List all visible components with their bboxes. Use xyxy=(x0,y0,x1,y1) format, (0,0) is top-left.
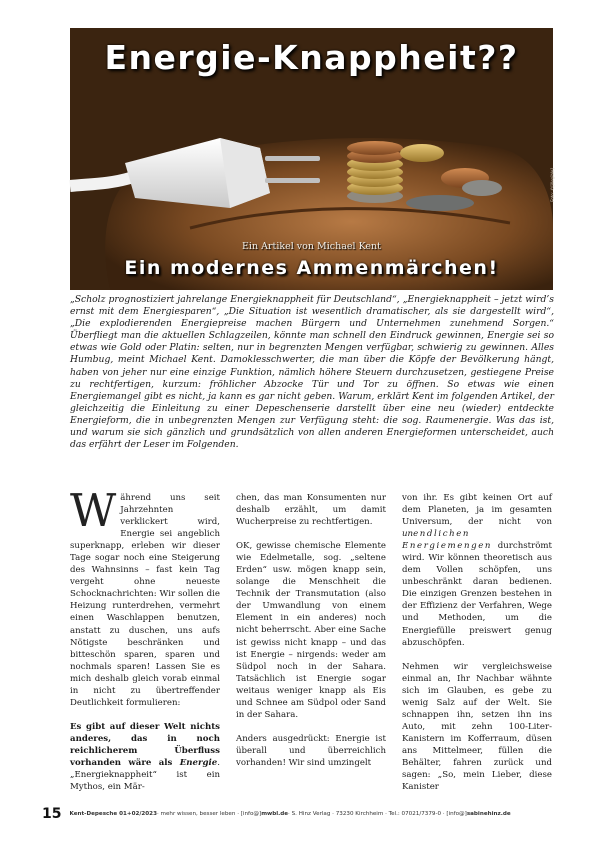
body-column-1 xyxy=(70,484,220,810)
body-paragraph xyxy=(70,484,220,709)
emphasis-text: un xyxy=(402,529,414,540)
article-title: Energie-Knappheit?? xyxy=(104,38,519,77)
body-paragraph: Nehmen wir vergleichsweise einmal an, Ihr Nachbar wähnte sich im Glauben, es gebe zu wenig Salz auf der Welt. Sie schnappen ihn, setzen ihn ins Auto, mit zehn 100-Liter-Kanistern im Kofferraum, düsen ans Mittelmeer, füllen die Behälter, fahren zurück und sagen: „So, mein Lieber, diese Kanister xyxy=(402,661,552,793)
body-text: ährend uns seit Jahrzehnten verklickert wird, Energie sei angeblich superknapp, erleben wir dieser Tage sogar noch eine Steigerung des Wahnsinns – fast kein Tag vergeht ohne neueste Schocknachrichten: Wir sollen die Heizung runterdrehen, vermehrt einen Waschlappen benutzen, anstatt zu duschen, uns aufs Nötigste beschränken und bitteschön sparen, sparen und nochmals sparen! Lassen Sie es mich deshalb gleich vorab einmal in nicht zu übertreffender Deutlichkeit formulieren: xyxy=(70,493,220,708)
body-paragraph: chen, das man Konsumenten nur deshalb erzählt, um damit Wucherpreise zu rechtfertigen. xyxy=(236,493,386,528)
publication-name: Kent-Depesche 01+02/2023 xyxy=(69,811,157,817)
body-paragraph: OK, gewisse chemische Elemente wie Edelmetalle, sog. „seltene Erden“ usw. mögen knapp sein, solange die Menschheit die Technik der Transmutation (also der Umwandlung von einem Element in ein anderes) noch nicht beherrscht. Aber eine Sache ist gewiss nicht knapp – und das ist Energie – nirgends: weder am Südpol noch in der Sahara. Tatsächlich ist Energie sogar weitaus weniger knapp als Eis und Schnee am Südpol oder Sand in der Sahara. xyxy=(236,541,386,720)
body-text: von ihr. Es gibt keinen Ort auf dem Planeten, ja im gesamten Universum, der nicht von xyxy=(402,493,552,528)
intro-paragraph: „Scholz prognostiziert jahrelange Energieknappheit für Deutschland“, „Energieknappheit – jetzt wird’s ernst mit dem Energiesparen“, „Die Situation ist wesentlich dramatischer, als sie dargestellt wird“, „Die explodierenden Energiepreise machen Bürgern und Unternehmen zunehmend Sorgen.“ Überfliegt man die aktuellen Schlagzeilen, könnte man schnell den Eindruck gewinnen, Energie sei so etwas wie Gold oder Platin: selten, nur in begrenzten Mengen verfügbar, schwierig zu gewinnen. Alles Humbug, meint Michael Kent. Damoklesschwerter, die man über die Köpfe der Bevölkerung hängt, haben von jeher nur eine einzige Funktion, nämlich höhere Steuern durchzusetzen, gestiegene Preise zu rechtfertigen, kurzum: fröhlicher Abzocke Tür und Tor zu öffnen. So etwas wie einen Energiemangel gibt es nicht, ja kann es gar nicht geben. Warum, erklärt Kent im folgenden Artikel, der gleichzeitig die Einleitung zu einer Depeschenserie darstellt über eine neu (wieder) entdeckte Energieform, die in unbegrenzten Mengen zur Verfügung steht: die sog. Raumenergie. Was das ist, und warum sie sich gänzlich und grundsätzlich von allen anderen Energieformen unterscheidet, auch das erfährt der Leser im Folgenden. xyxy=(70,294,554,451)
body-text: . „Energieknappheit“ ist ein Mythos, ein Mär- xyxy=(70,757,220,793)
hero-image xyxy=(70,28,553,290)
footer-tagline: · mehr wissen, besser leben · [info@] xyxy=(156,811,262,817)
emphasis-text: Es gibt auf dieser Welt nichts anderes, das in noch reichlicherem Überfluss vorhanden wäre als xyxy=(70,721,220,768)
drop-cap: W xyxy=(70,484,117,537)
body-column-2 xyxy=(236,492,386,810)
article-intro xyxy=(70,294,554,451)
body-column-3 xyxy=(402,492,552,810)
spaced-emphasis: endlichen Energiemengen xyxy=(402,529,493,552)
body-paragraph xyxy=(402,492,552,649)
photo-credit: Foto: ©[illegible] xyxy=(550,168,555,202)
article-byline: Ein Artikel von Michael Kent xyxy=(242,241,381,252)
body-paragraph: Anders ausgedrückt: Energie ist überall und überreichlich vorhanden! Wir sind umzingelt xyxy=(236,733,386,768)
body-paragraph xyxy=(70,721,220,793)
publisher-info: · S. Hinz Verlag · 73230 Kirchheim · Tel.: 07021/7379-0 · [info@] xyxy=(288,811,467,817)
website-link-mwbl[interactable]: mwbl.de xyxy=(261,811,289,817)
body-text: durchströmt wird. Wir können theoretisch aus dem Vollen schöpfen, uns unbeschränkt daran bedienen. Die einzigen Grenzen bestehen in der Effizienz der Verfahren, Wege und Methoden, um die Energiefülle preiswert genug abzuschöpfen. xyxy=(402,541,552,648)
article-body xyxy=(70,484,554,810)
emphasis-word: Energie xyxy=(179,757,218,768)
page-footer xyxy=(42,806,557,822)
article-subtitle: Ein modernes Ammenmärchen! xyxy=(124,257,499,279)
page-number: 15 xyxy=(42,806,62,822)
website-link-sabinehinz[interactable]: sabinehinz.de xyxy=(466,811,511,817)
